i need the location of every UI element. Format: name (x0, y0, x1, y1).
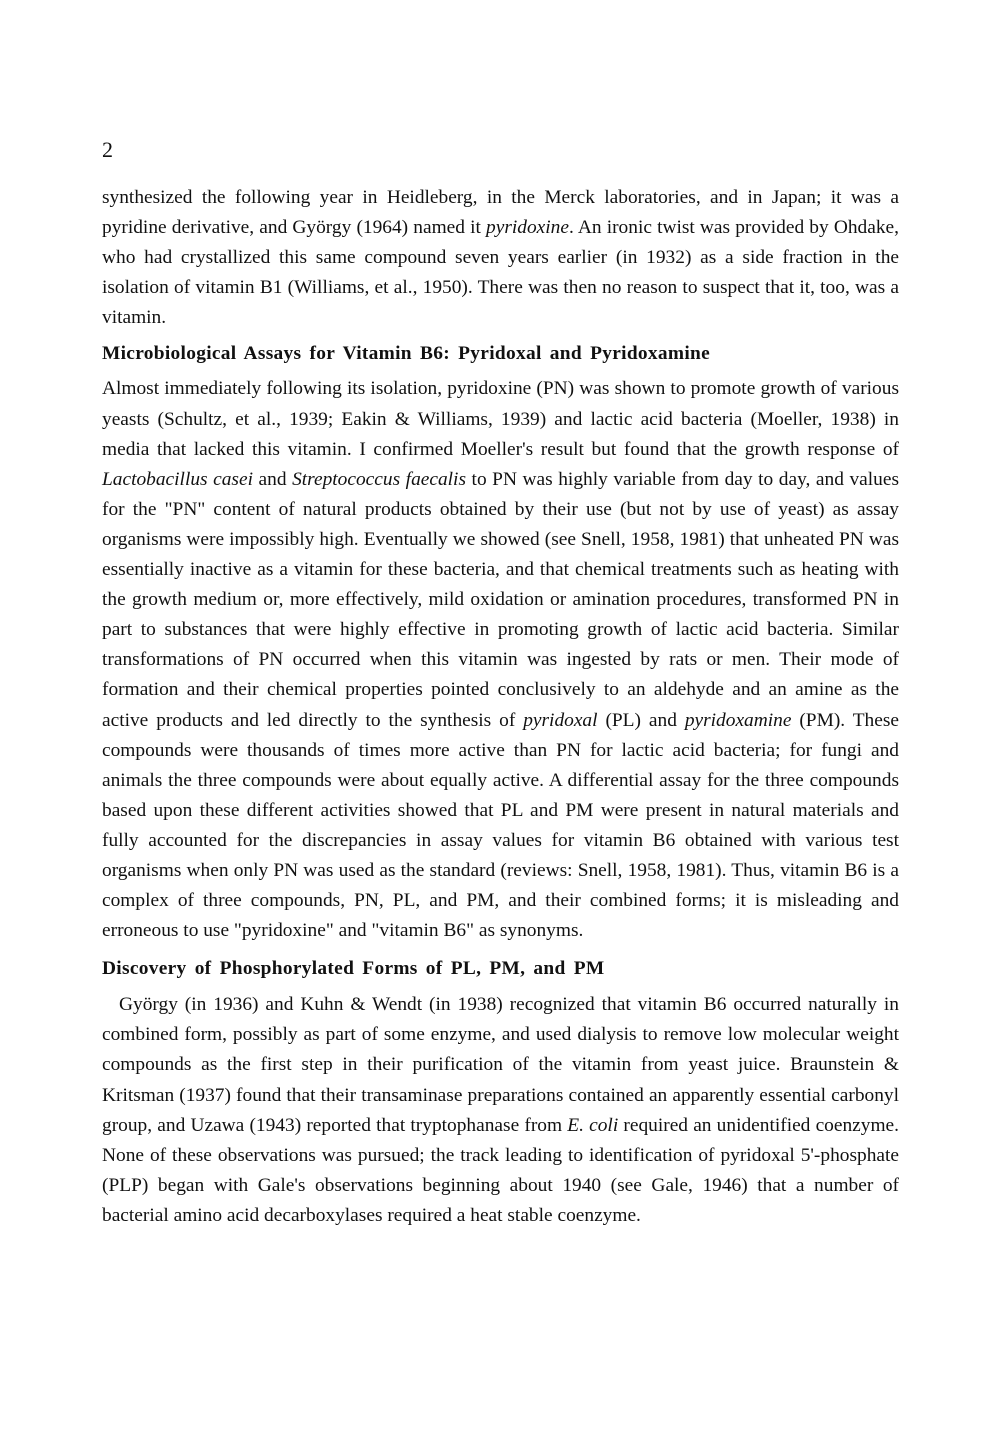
text-run: Almost immediately following its isolation, pyridoxine (PN) was shown to promote growth of various yeasts (Schultz, et al., 1939; Eakin & Williams, 1939) and lactic acid bacteria (Moeller, 1938) in media that lacked this vitamin. I confirmed Moeller's result but found that the growth response of (102, 378, 899, 460)
text-run: . An ironic twist was provided by Ohdake, who had crystallized this same compound seven years earlier (in 1932) as a side fraction in the isolation of vitamin B1 (Williams, et al., 1950). There was then no reason to suspect that it, too, was a vitamin. (102, 217, 899, 329)
text-run: (PM). These compounds were thousands of times more active than PN for lactic acid bacteria; for fungi and animals the three compounds were about equally active. A differential assay for the three compounds based upon these different activities showed that PL and PM were present in natural materials and fully accounted for the discrepancies in assay values for vitamin B6 obtained with various test organisms when only PN was used as the standard (reviews: Snell, 1958, 1981). Thus, vitamin B6 is a complex of three compounds, PN, PL, and PM, and their combined forms; it is misleading and erroneous to use "pyridoxine" and "vitamin B6" as synonyms. (102, 709, 899, 942)
paragraph-microbiological-assays (102, 374, 899, 946)
italic-organism: Lactobacillus casei (102, 468, 253, 490)
italic-term: pyridoxamine (684, 709, 792, 731)
text-run: required an unidentified coenzyme. None of these observations was pursued; the track leading to identification of pyridoxal 5'-phosphate (PLP) began with Gale's observations beginning about 1940 (see Gale, 1946) that a number of bacterial amino acid decarboxylases required a heat stable coenzyme. (102, 1114, 900, 1226)
text-run: György (in 1936) and Kuhn & Wendt (in 1938) recognized that vitamin B6 occurred naturally in combined form, possibly as part of some enzyme, and used dialysis to remove low molecular weight compounds as the first step in their purification of the vitamin from yeast juice. Braunstein & Kritsman (1937) found that their transaminase preparations contained an apparently essential carbonyl group, and Uzawa (1943) reported that tryptophanase from (102, 994, 899, 1136)
text-run: to PN was highly variable from day to day, and values for the "PN" content of natural products obtained by their use (but not by use of yeast) as assay organisms were impossibly high. Eventually we showed (see Snell, 1958, 1981) that unheated PN was essentially inactive as a vitamin for these bacteria, and that chemical treatments such as heating with the growth medium or, more effectively, mild oxidation or amination procedures, transformed PN in part to substances that were highly effective in promoting growth of lactic acid bacteria. Similar transformations of PN occurred when this vitamin was ingested by rats or men. Their mode of formation and their chemical properties pointed conclusively to an aldehyde and an amine as the active products and led directly to the synthesis of (102, 468, 899, 731)
paragraph-vitamin-synthesis (102, 183, 899, 333)
page-number: 2 (102, 137, 113, 162)
italic-organism: Streptococcus faecalis (292, 468, 466, 490)
text-run: synthesized the following year in Heidleberg, in the Merck laboratories, and in Japan; it was a pyridine derivative, and György (1964) named it (102, 187, 899, 239)
page-body (102, 183, 899, 1231)
italic-term: pyridoxine (486, 217, 569, 239)
italic-term: pyridoxal (523, 709, 598, 731)
paragraph-phosphorylated-forms (102, 990, 899, 1231)
italic-organism: E. coli (567, 1114, 619, 1136)
text-run: (PL) and (597, 709, 685, 731)
section-heading-phosphorylated-forms: Discovery of Phosphorylated Forms of PL, PM, and PM (102, 958, 605, 980)
section-heading-microbiological-assays: Microbiological Assays for Vitamin B6: Pyridoxal and Pyridoxamine (102, 343, 711, 365)
text-run: and (252, 468, 293, 490)
